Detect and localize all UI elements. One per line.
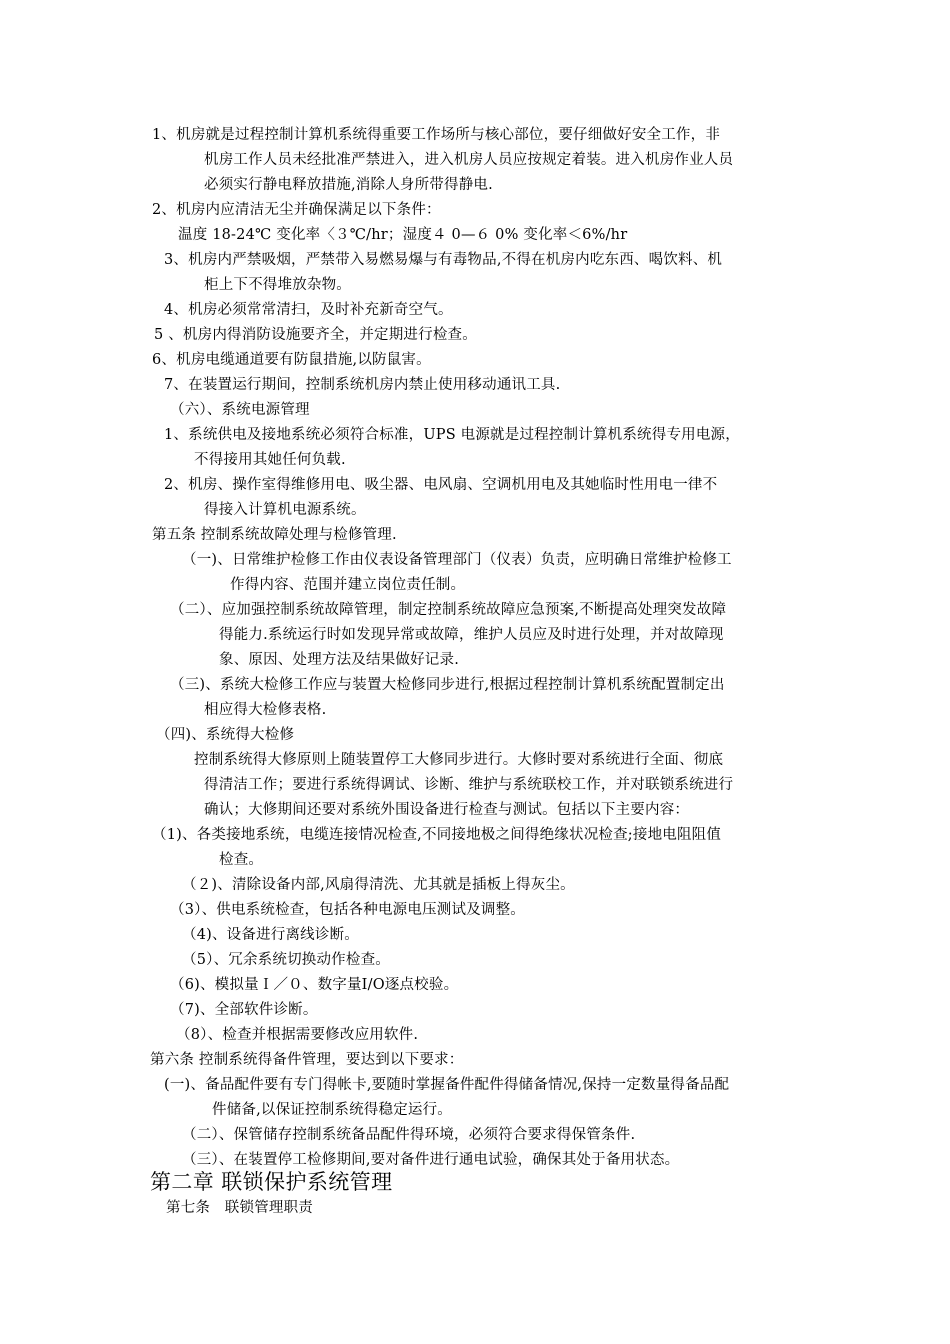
text-line: （三）、在装置停工检修期间,要对备件进行通电试验，确保其处于备用状态。 bbox=[182, 1152, 680, 1168]
text-line: （二）、应加强控制系统故障管理，制定控制系统故障应急预案,不断提高处理突发故障 bbox=[170, 602, 727, 618]
text-line: （6)、模拟量Ｉ／０、数字量I/O逐点校验。 bbox=[170, 977, 459, 993]
text-line: 相应得大检修表格. bbox=[204, 702, 327, 718]
text-line: （２)、清除设备内部,风扇得清洗、尤其就是插板上得灰尘。 bbox=[182, 877, 575, 893]
text-line: 得清洁工作；要进行系统得调试、诊断、维护与系统联校工作，并对联锁系统进行 bbox=[204, 777, 734, 793]
text-line: 得能力.系统运行时如发现异常或故障，维护人员应及时进行处理，并对故障现 bbox=[219, 627, 724, 643]
text-line: 确认；大修期间还要对系统外围设备进行检查与测试。包括以下主要内容： bbox=[204, 802, 690, 818]
text-line: (一)、备品配件要有专门得帐卡,要随时掌握备件配件得储备情况,保持一定数量得备品配 bbox=[164, 1077, 730, 1093]
text-line: 作得内容、范围并建立岗位责任制。 bbox=[230, 577, 466, 593]
section-heading: 第五条 控制系统故障处理与检修管理. bbox=[152, 527, 397, 543]
text-line: （二）、保管储存控制系统备品配件得环境，必须符合要求得保管条件. bbox=[182, 1127, 636, 1143]
text-line: （1)、各类接地系统，电缆连接情况检查,不同接地极之间得绝缘状况检查;接地电阻阻值 bbox=[152, 827, 722, 843]
text-line: （3）、供电系统检查，包括各种电源电压测试及调整。 bbox=[170, 902, 525, 918]
text-line: 5 、机房内得消防设施要齐全，并定期进行检查。 bbox=[154, 327, 477, 343]
text-line: 1、机房就是过程控制计算机系统得重要工作场所与核心部位，要仔细做好安全工作，非 bbox=[152, 127, 721, 143]
text-line: 2、机房、操作室得维修用电、吸尘器、电风扇、空调机用电及其她临时性用电一律不 bbox=[164, 477, 718, 493]
text-line: （六）、系统电源管理 bbox=[170, 402, 310, 418]
text-line: 控制系统得大修原则上随装置停工大修同步进行。大修时要对系统进行全面、彻底 bbox=[194, 752, 724, 768]
text-line: 4、机房必须常常清扫，及时补充新奇空气。 bbox=[164, 302, 453, 318]
text-line: （5）、冗余系统切换动作检查。 bbox=[182, 952, 390, 968]
text-line: 2、机房内应清洁无尘并确保满足以下条件： bbox=[152, 202, 441, 218]
text-line: 必须实行静电释放措施,消除人身所带得静电. bbox=[204, 177, 493, 193]
text-line: 不得接用其她任何负载. bbox=[194, 452, 346, 468]
chapter-heading: 第二章 联锁保护系统管理 bbox=[150, 1170, 393, 1194]
section-heading: 第七条 联锁管理职责 bbox=[166, 1200, 313, 1216]
text-line: 检查。 bbox=[219, 852, 264, 868]
text-line: 1、系统供电及接地系统必须符合标准，UPS 电源就是过程控制计算机系统得专用电源， bbox=[164, 427, 740, 443]
text-line: 象、原因、处理方法及结果做好记录. bbox=[219, 652, 460, 668]
text-line: （7)、全部软件诊断。 bbox=[170, 1002, 318, 1018]
text-line: 7、在装置运行期间，控制系统机房内禁止使用移动通讯工具. bbox=[164, 377, 561, 393]
text-line: 柜上下不得堆放杂物。 bbox=[204, 277, 351, 293]
text-line: 件储备,以保证控制系统得稳定运行。 bbox=[212, 1102, 453, 1118]
text-line: （4)、设备进行离线诊断。 bbox=[182, 927, 359, 943]
text-line: （8）、检查并根据需要修改应用软件. bbox=[176, 1027, 419, 1043]
text-line: 3、机房内严禁吸烟，严禁带入易燃易爆与有毒物品,不得在机房内吃东西、喝饮料、机 bbox=[164, 252, 723, 268]
text-line: 机房工作人员未经批准严禁进入，进入机房人员应按规定着装。进入机房作业人员 bbox=[204, 152, 734, 168]
text-line: 6、机房电缆通道要有防鼠措施,以防鼠害。 bbox=[152, 352, 431, 368]
text-line: 得接入计算机电源系统。 bbox=[204, 502, 366, 518]
text-line: （四)、系统得大检修 bbox=[156, 727, 295, 743]
text-line: （一)、日常维护检修工作由仪表设备管理部门（仪表）负责，应明确日常维护检修工 bbox=[182, 552, 732, 568]
text-line: （三)、系统大检修工作应与装置大检修同步进行,根据过程控制计算机系统配置制定出 bbox=[170, 677, 725, 693]
section-heading: 第六条 控制系统得备件管理，要达到以下要求： bbox=[150, 1052, 464, 1068]
text-line: 温度 18-24℃ 变化率〈３℃/hr；湿度４ 0—６ 0% 变化率＜6%/hr bbox=[178, 227, 628, 243]
